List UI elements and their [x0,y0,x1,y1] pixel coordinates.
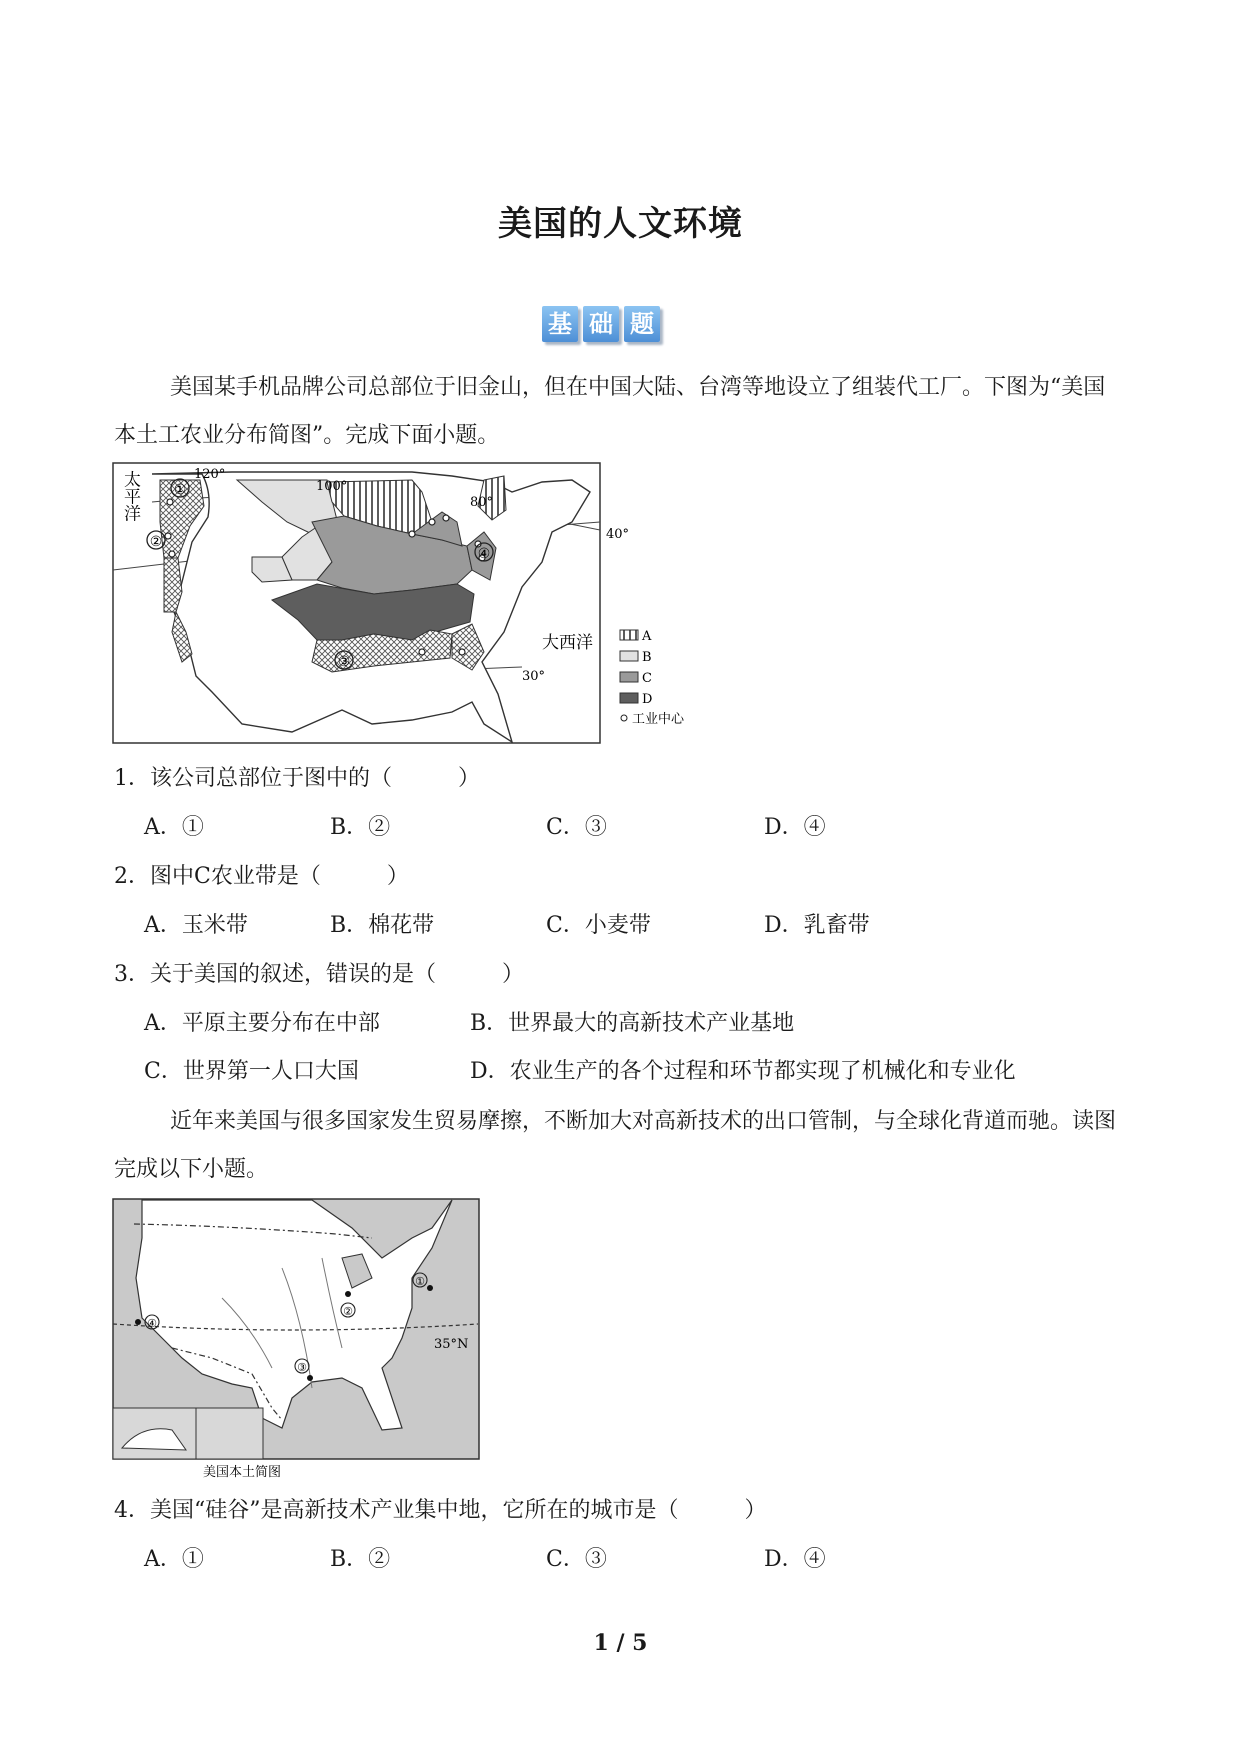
q2-option-d[interactable]: D．乳畜带 [764,913,870,938]
map2-marker-4: ④ [147,1317,157,1330]
q4-option-a[interactable]: A．① [144,1547,204,1572]
q4-option-c[interactable]: C．③ [546,1547,607,1572]
intro-paragraph-2: 近年来美国与很多国家发生贸易摩擦，不断加大对高新技术的出口管制，与全球化背道而驰。读图完成以下小题。 [114,1109,1117,1182]
lon-80-label: 80° [470,495,494,510]
q1-option-b[interactable]: B．② [330,815,391,840]
lon-120-label: 120° [194,467,226,482]
atlantic-label: 大西洋 [542,633,593,653]
pacific-char: 太平洋 [120,470,140,522]
map2-marker-3: ③ [297,1361,307,1374]
lat-40-label: 40° [606,527,630,542]
q2-option-c[interactable]: C．小麦带 [546,913,651,938]
lat-35n-label: 35°N [434,1337,469,1352]
question-4: 4．美国“硅谷”是高新技术产业集中地，它所在的城市是（ ） [114,1498,767,1523]
map1-marker-4: ④ [477,546,491,562]
q2-option-b[interactable]: B．棉花带 [330,913,435,938]
page-title: 美国的人文环境 [498,204,743,244]
q3-option-b[interactable]: B．世界最大的高新技术产业基地 [470,1011,795,1036]
q3-option-c[interactable]: C．世界第一人口大国 [144,1059,359,1084]
legend-c: C [642,671,652,686]
lon-100-label: 100° [316,479,348,494]
agriculture-map [112,462,712,744]
legend-d: D [642,692,653,707]
legend-a: A [642,629,652,644]
q4-option-b[interactable]: B．② [330,1547,391,1572]
map2-marker-1: ① [415,1275,425,1288]
question-1: 1．该公司总部位于图中的（ ） [114,766,480,791]
q4-option-d[interactable]: D．④ [764,1547,826,1572]
legend-industrial-center: 工业中心 [632,712,685,727]
section-char: 础 [583,306,619,342]
legend-b: B [642,650,652,665]
section-char: 题 [624,306,660,342]
q2-option-a[interactable]: A．玉米带 [144,913,248,938]
map2-caption: 美国本土简图 [202,1465,282,1480]
page-number: 1 / 5 [593,1630,648,1656]
lat-30-label: 30° [522,669,546,684]
question-2: 2．图中C农业带是（ ） [114,864,409,889]
question-3: 3．关于美国的叙述，错误的是（ ） [114,962,524,987]
us-mainland-map [112,1198,482,1480]
map1-marker-2: ② [149,534,163,550]
map2-marker-2: ② [343,1305,353,1318]
legend [620,629,685,727]
q3-option-a[interactable]: A．平原主要分布在中部 [144,1011,380,1036]
map1-marker-3: ③ [337,654,351,670]
intro-paragraph-1: 美国某手机品牌公司总部位于旧金山，但在中国大陆、台湾等地设立了组装代工厂。下图为“美国本土工农业分布简图”。完成下面小题。 [114,375,1106,448]
section-badge [542,306,660,342]
section-char: 基 [542,306,578,342]
q3-option-d[interactable]: D．农业生产的各个过程和环节都实现了机械化和专业化 [470,1059,1016,1084]
q1-option-d[interactable]: D．④ [764,815,826,840]
map1-marker-1: ① [173,482,187,498]
q1-option-a[interactable]: A．① [144,815,204,840]
q1-option-c[interactable]: C．③ [546,815,607,840]
